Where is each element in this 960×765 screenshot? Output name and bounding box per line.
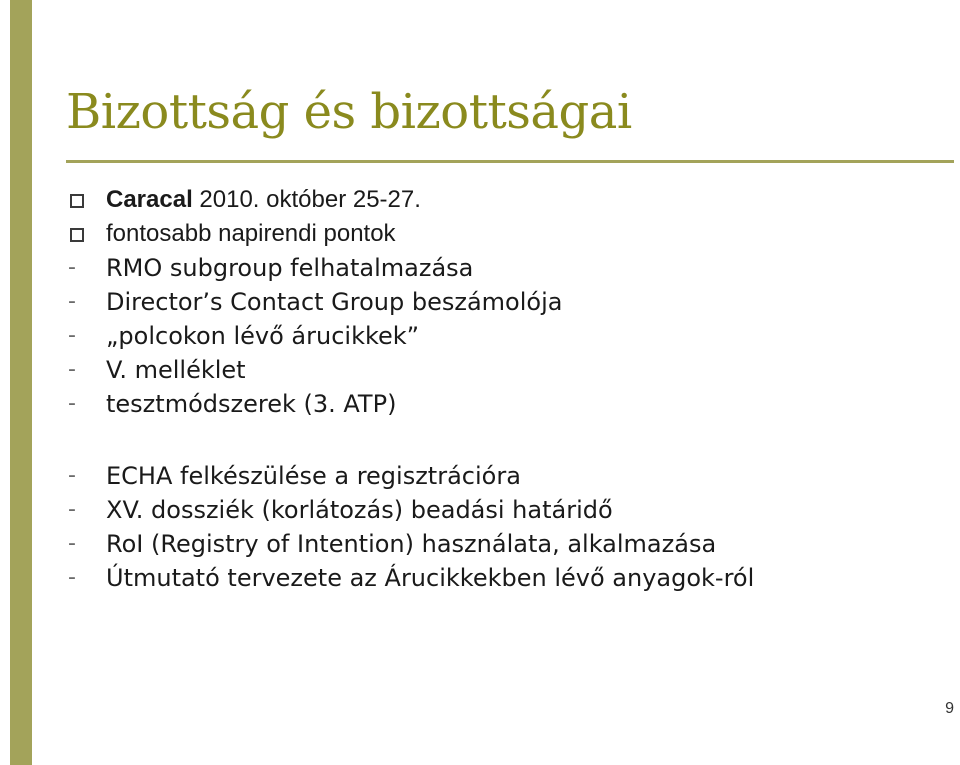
agenda-item: - „polcokon lévő árucikkek” [68,319,960,353]
dash-bullet: - [68,463,76,488]
bullet-agenda-heading [68,217,960,251]
agenda-item: - RMO subgroup felhatalmazása [68,251,960,285]
dash-bullet: - [68,255,76,280]
agenda-item: - Director’s Contact Group beszámolója [68,285,960,319]
agenda-item: - V. melléklet [68,353,960,387]
dash-bullet: - [68,531,76,556]
agenda-heading: fontosabb napirendi pontok [106,220,396,247]
dash-bullet: - [68,497,76,522]
meeting-date: 2010. október 25-27. [199,186,421,213]
agenda-item: - ECHA felkészülése a regisztrációra [68,459,960,493]
agenda-item: - Útmutató tervezete az Árucikkekben lévő anyagok-ról [68,561,960,595]
agenda-item: - tesztmódszerek (3. ATP) [68,387,960,421]
dash-bullet: - [68,323,76,348]
dash-bullet: - [68,357,76,382]
meeting-name: Caracal [106,186,193,213]
page-number: 9 [945,700,954,717]
dash-bullet: - [68,565,76,590]
slide-title: Bizottság és bizottságai [66,84,632,140]
agenda-item: - RoI (Registry of Intention) használata, alkalmazása [68,527,960,561]
left-accent-bar [10,0,32,765]
bullet-meeting [68,183,960,217]
square-bullet-icon [70,228,84,242]
square-bullet-icon [70,194,84,208]
agenda-item: - XV. dossziék (korlátozás) beadási határidő [68,493,960,527]
dash-bullet: - [68,391,76,416]
title-underline [66,160,954,163]
slide-body [68,183,960,595]
dash-bullet: - [68,289,76,314]
